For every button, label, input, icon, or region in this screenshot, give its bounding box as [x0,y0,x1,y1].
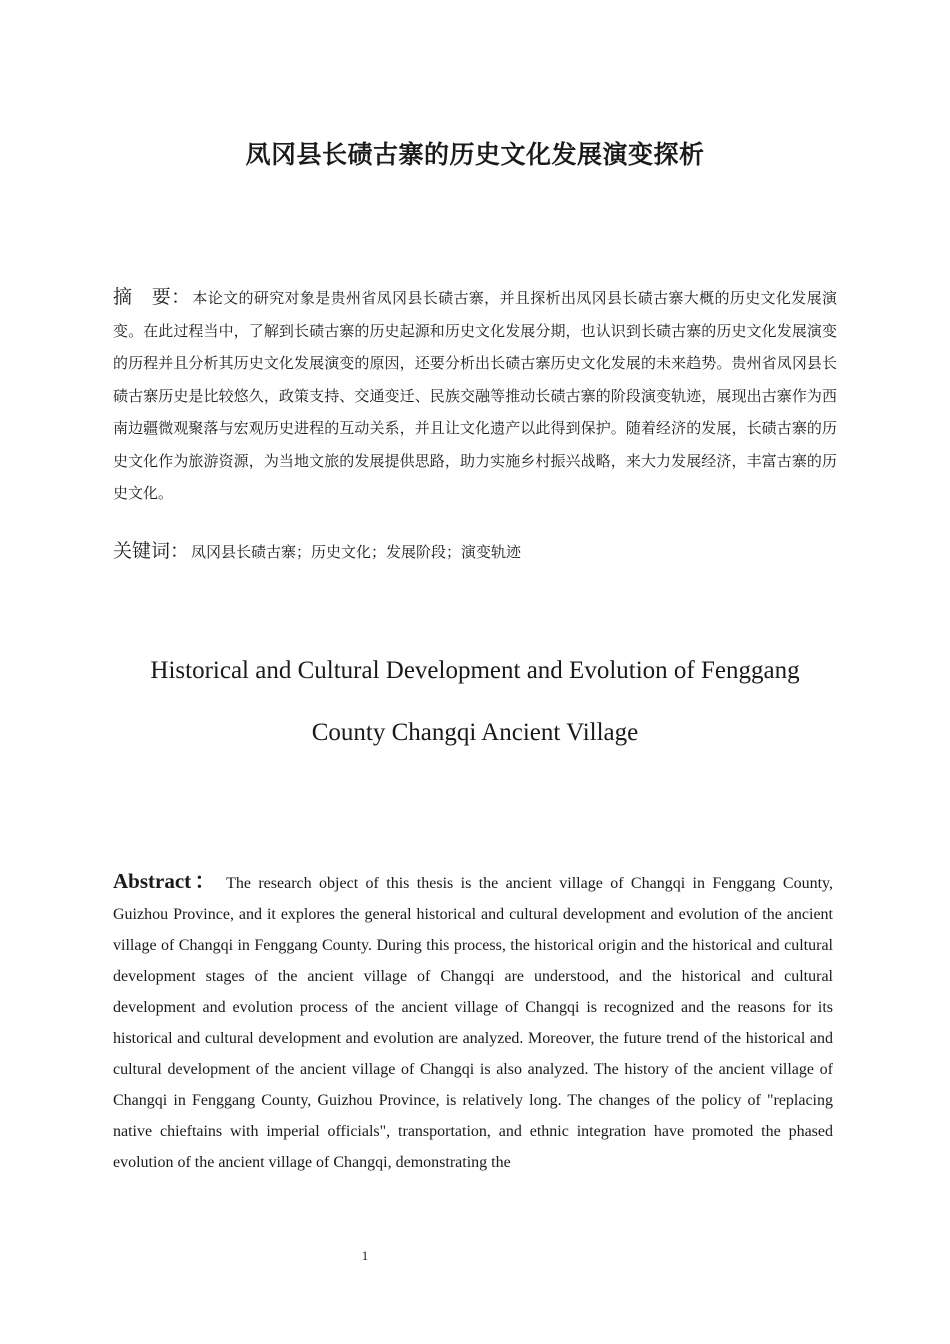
chinese-title: 凤冈县长碛古寨的历史文化发展演变探析 [245,140,705,169]
english-abstract-text: The research object of this thesis is the ancient village of Changqi in Fenggang County, Guizhou Province, and it explores the general historical and cultural development and evolution of the ancient village of Changqi in Fenggang County. During this process, the historical origin and the historical and cultural development stages of the ancient village of Changqi are understood, and the historical and cultural development and evolution process of the ancient village of Changqi is recognized and the reasons for its historical and cultural development and evolution are analyzed. Moreover, the future trend of the historical and cultural development of the ancient village of Changqi is also analyzed. The history of the ancient village of Changqi in Fenggang County, Guizhou Province, is relatively long. The changes of the policy of "replacing native chieftains with imperial officials", transportation, and ethnic integration have promoted the phased evolution of the ancient village of Changqi, demonstrating the [113,875,833,1171]
chinese-keywords [113,535,837,568]
chinese-abstract-text: 本论文的研究对象是贵州省凤冈县长碛古寨，并且探析出凤冈县长碛古寨大概的历史文化发展演变。在此过程当中，了解到长碛古寨的历史起源和历史文化发展分期，也认识到长碛古寨的历史文化发展演变的历程并且分析其历史文化发展演变的原因，还要分析出长碛古寨历史文化发展的未来趋势。贵州省凤冈县长碛古寨历史是比较悠久，政策支持、交通变迁、民族交融等推动长碛古寨的阶段演变轨迹，展现出古寨作为西南边疆微观聚落与宏观历史进程的互动关系，并且让文化遗产以此得到保护。随着经济的发展，长碛古寨的历史文化作为旅游资源，为当地文旅的发展提供思路，助力实施乡村振兴战略，来大力发展经济，丰富古寨的历史文化。 [113,289,837,502]
english-abstract-label: Abstract： [113,869,219,893]
english-abstract [113,866,833,1178]
chinese-abstract-label: 摘 要： [113,286,191,308]
chinese-abstract [113,281,837,510]
english-title: Historical and Cultural Development and Evolution of Fenggang County Changqi Ancient Village [150,657,800,746]
chinese-keywords-text: 凤冈县长碛古寨；历史文化；发展阶段；演变轨迹 [191,543,522,561]
page-number: 1 [361,1248,369,1263]
chinese-keywords-label: 关键词： [113,540,190,562]
